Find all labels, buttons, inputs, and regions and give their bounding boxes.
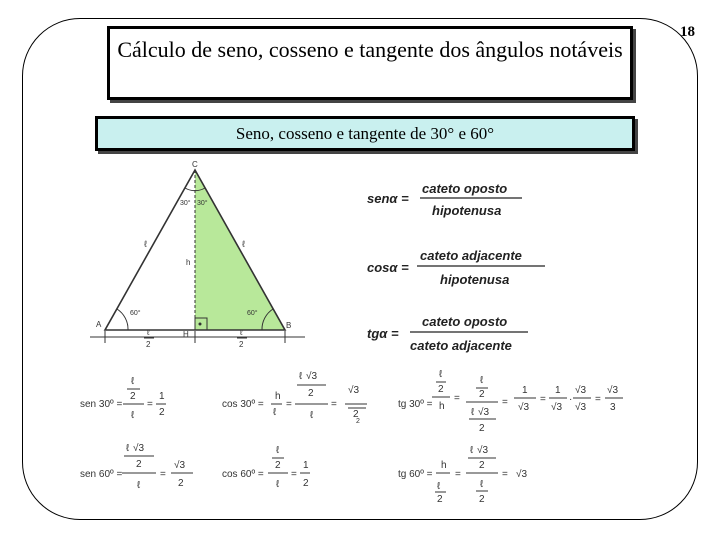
def-cos-num: cateto adjacente (420, 248, 522, 263)
tg30-root1: √3 (478, 407, 490, 418)
cos30-n2: ℓ (299, 371, 303, 382)
vertex-b-label: B (286, 321, 292, 330)
tg30-q1d: √3 (518, 402, 530, 413)
sen30-label: sen 30º = (80, 399, 123, 410)
cos60-n1: ℓ (276, 445, 280, 456)
sen60-d1: 2 (136, 459, 142, 470)
angle-label-a: 60° (130, 310, 141, 317)
sen60-eq: = (160, 469, 166, 480)
cos30-n: h (275, 391, 281, 402)
tg60-eq2: = (502, 469, 508, 480)
tg30-label: tg 30º = (398, 399, 433, 410)
scanned-figure (70, 155, 630, 520)
tg30-d2: 2 (479, 389, 485, 400)
half-base-left-num: ℓ (147, 328, 150, 337)
tg60-label: tg 60º = (398, 469, 433, 480)
right-angle-dot (199, 323, 202, 326)
cos30-d2: 2 (308, 388, 314, 399)
tg30-q2n: 1 (555, 385, 561, 396)
cos60-rd: 2 (303, 478, 309, 489)
sen60-root: √3 (133, 443, 145, 454)
vertex-c-label: C (192, 160, 198, 169)
cos60-dmain: ℓ (276, 479, 280, 490)
angle-label-top-right: 30° (197, 200, 208, 207)
tg30-rd: 3 (610, 402, 616, 413)
tg60-root1: √3 (477, 445, 489, 456)
sen30-dmain: ℓ (131, 410, 135, 421)
page-number: 18 (680, 24, 695, 40)
tg30-n3: ℓ (471, 407, 475, 418)
tg60-d2: 2 (479, 460, 485, 471)
angle-label-b: 60° (247, 310, 258, 317)
formulas-60 (80, 442, 527, 505)
sen60-rd: 2 (178, 478, 184, 489)
angle-arc-a (117, 309, 128, 330)
sen30-rd: 2 (159, 407, 165, 418)
sen60-label: sen 60º = (80, 469, 123, 480)
tg60-n2: ℓ (470, 445, 474, 456)
half-base-right-den: 2 (239, 340, 244, 349)
sen60-rn: √3 (174, 460, 186, 471)
cos60-rn: 1 (303, 460, 309, 471)
tg30-n1: ℓ (439, 369, 443, 380)
def-cos-den: hipotenusa (440, 272, 510, 287)
cos30-rd: 2 (353, 409, 359, 420)
tg60-d3: 2 (479, 494, 485, 505)
subtitle-box (95, 116, 635, 151)
formulas-30 (80, 369, 623, 434)
tg30-d1: 2 (438, 384, 444, 395)
cos30-dmain: ℓ (310, 410, 314, 421)
section-subtitle: Seno, cosseno e tangente de 30° e 60° (235, 124, 495, 143)
vertex-a-label: A (96, 320, 102, 329)
title-box (107, 26, 633, 100)
equilateral-triangle (90, 160, 305, 349)
tg60-d1b: 2 (437, 494, 443, 505)
foot-h-label: H (183, 330, 189, 339)
side-right-label: ℓ (242, 239, 245, 249)
tg60-eq1: = (455, 469, 461, 480)
cos30-label: cos 30º = (222, 399, 264, 410)
tg30-d3: 2 (479, 423, 485, 434)
cos30-eq: = (286, 399, 292, 410)
cos30-rn: √3 (348, 385, 360, 396)
tg60-n: h (441, 460, 447, 471)
tg60-n3: ℓ (480, 479, 484, 490)
def-sen-lhs: senα = (367, 191, 409, 206)
cos60-eq: = (291, 469, 297, 480)
tg30-q2d: √3 (551, 402, 563, 413)
tg30-q3d: √3 (575, 402, 587, 413)
tg30-n2: ℓ (480, 375, 484, 386)
def-tg-lhs: tgα = (367, 326, 399, 341)
sen30-rn: 1 (159, 391, 165, 402)
sen30-eq: = (147, 399, 153, 410)
tg30-dot: · (569, 394, 573, 405)
half-base-right-num: ℓ (240, 328, 243, 337)
definitions (367, 181, 545, 353)
sen30-d1: 2 (130, 391, 136, 402)
angle-label-top-left: 30° (180, 200, 191, 207)
def-tg-num: cateto oposto (422, 314, 508, 329)
cos30-d: ℓ (273, 407, 277, 418)
half-base-left-den: 2 (146, 340, 151, 349)
sen30-n1: ℓ (131, 376, 135, 387)
tg30-q1n: 1 (522, 385, 528, 396)
def-cos-lhs: cosα = (367, 260, 409, 275)
page-title: Cálculo de seno, cosseno e tangente dos ângulos notáveis (117, 37, 623, 62)
tg30-rn: √3 (607, 385, 619, 396)
sen60-n1: ℓ (126, 443, 130, 454)
cos60-d1: 2 (275, 460, 281, 471)
cos30-root: √3 (306, 371, 318, 382)
tg30-eq4: = (595, 394, 601, 405)
def-sen-num: cateto oposto (422, 181, 508, 196)
cos60-label: cos 60º = (222, 469, 264, 480)
stray-two: 2 (356, 418, 360, 425)
tg30-q3n: √3 (575, 385, 587, 396)
tg30-eq3: = (540, 394, 546, 405)
tg60-d1: ℓ (437, 481, 441, 492)
side-left-label: ℓ (144, 239, 147, 249)
tg30-dmain: h (439, 401, 445, 412)
def-sen-den: hipotenusa (432, 203, 502, 218)
tg30-eq2: = (502, 397, 508, 408)
def-tg-den: cateto adjacente (410, 338, 512, 353)
sen60-dmain: ℓ (137, 480, 141, 491)
tg60-result: √3 (516, 469, 528, 480)
tg30-eq1: = (454, 393, 460, 404)
cos30-eq2: = (331, 399, 337, 410)
height-label: h (186, 258, 191, 267)
